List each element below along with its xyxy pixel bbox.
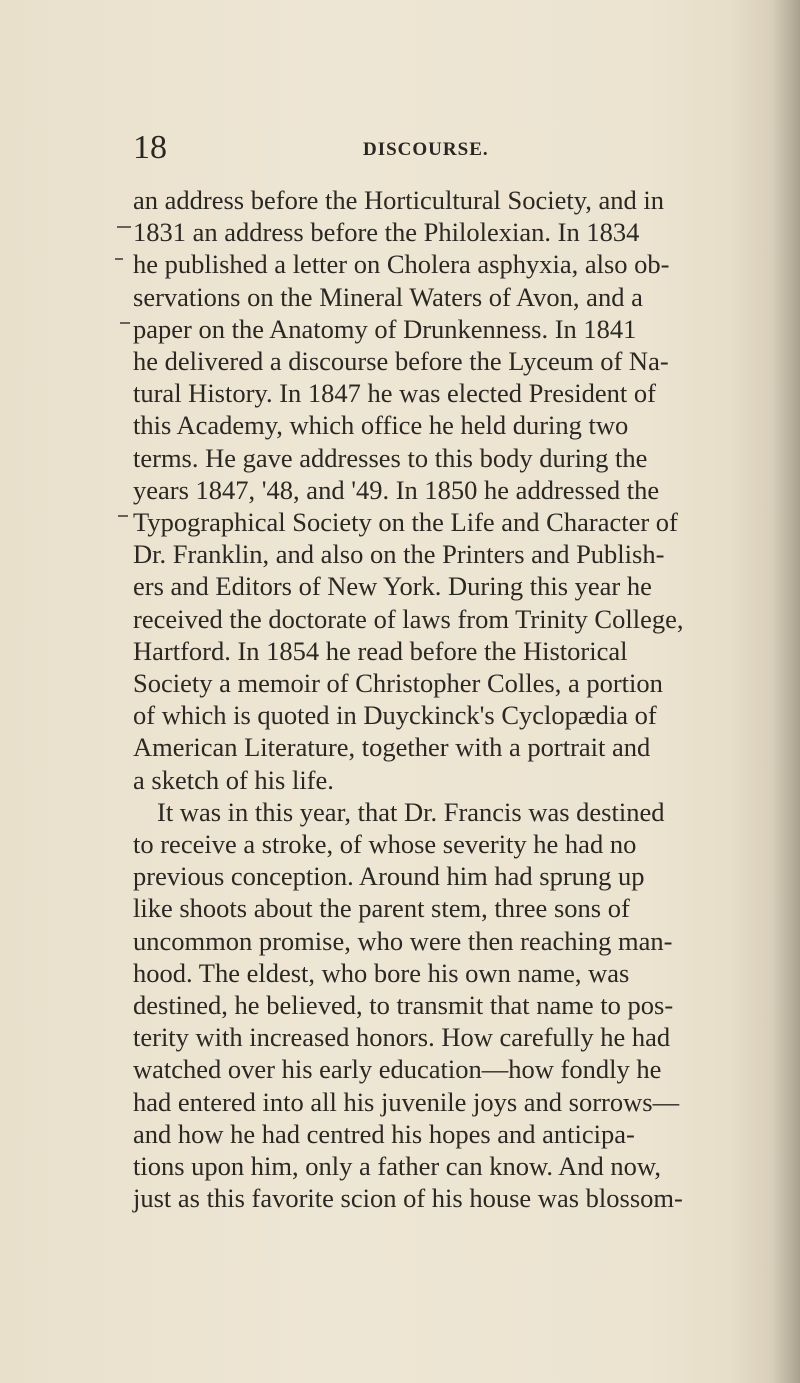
- text-line: ers and Editors of New York. During this year he: [133, 571, 652, 602]
- text-line: previous conception. Around him had sprung up: [133, 861, 645, 892]
- text-line: Society a memoir of Christopher Colles, a portion: [133, 668, 663, 699]
- margin-mark: [120, 322, 130, 324]
- text-line: of which is quoted in Duyckinck's Cyclopædia of: [133, 700, 657, 731]
- text-line: he delivered a discourse before the Lyceum of Na-: [133, 346, 669, 377]
- body-text: [133, 184, 718, 1215]
- text-line: a sketch of his life.: [133, 764, 334, 795]
- text-line: tural History. In 1847 he was elected President of: [133, 378, 656, 409]
- text-line: servations on the Mineral Waters of Avon, and a: [133, 281, 643, 312]
- page-edge-shadow: [730, 0, 800, 1383]
- text-line: years 1847, '48, and '49. In 1850 he addressed the: [133, 474, 660, 505]
- text-line: Hartford. In 1854 he read before the Historical: [133, 635, 628, 666]
- text-line: Dr. Franklin, and also on the Printers and Publish-: [133, 539, 665, 570]
- text-line: 1831 an address before the Philolexian. In 1834: [133, 217, 640, 248]
- text-line: tions upon him, only a father can know. And now,: [133, 1151, 661, 1182]
- text-line: to receive a stroke, of whose severity he had no: [133, 829, 637, 860]
- text-line: paper on the Anatomy of Drunkenness. In 1841: [133, 313, 637, 344]
- text-line: destined, he believed, to transmit that name to pos-: [133, 990, 674, 1021]
- text-line: terity with increased honors. How carefully he had: [133, 1022, 671, 1053]
- margin-mark: [117, 226, 131, 228]
- text-line: It was in this year, that Dr. Francis was destined: [157, 796, 665, 827]
- text-line: just as this favorite scion of his house was blossom-: [133, 1183, 683, 1214]
- text-line: hood. The eldest, who bore his own name, was: [133, 957, 630, 988]
- text-line: and how he had centred his hopes and anticipa-: [133, 1118, 635, 1149]
- text-line: an address before the Horticultural Society, and in: [133, 185, 665, 215]
- text-line: had entered into all his juvenile joys and sorrows—: [133, 1086, 680, 1117]
- text-line: terms. He gave addresses to this body during the: [133, 442, 648, 473]
- text-line: received the doctorate of laws from Trinity College,: [133, 603, 684, 634]
- text-line: American Literature, together with a portrait and: [133, 732, 651, 763]
- margin-mark: [118, 515, 128, 517]
- margin-mark: [115, 258, 123, 260]
- running-head: DISCOURSE.: [363, 139, 489, 160]
- text-line: like shoots about the parent stem, three sons of: [133, 893, 630, 924]
- text-line: he published a letter on Cholera asphyxia, also ob-: [133, 249, 670, 280]
- text-line: this Academy, which office he held during two: [133, 410, 629, 441]
- text-line: watched over his early education—how fondly he: [133, 1054, 662, 1085]
- page-number: 18: [133, 129, 167, 166]
- text-line: uncommon promise, who were then reaching man-: [133, 925, 673, 956]
- page-header: [133, 130, 688, 166]
- text-line: Typographical Society on the Life and Character of: [133, 507, 678, 538]
